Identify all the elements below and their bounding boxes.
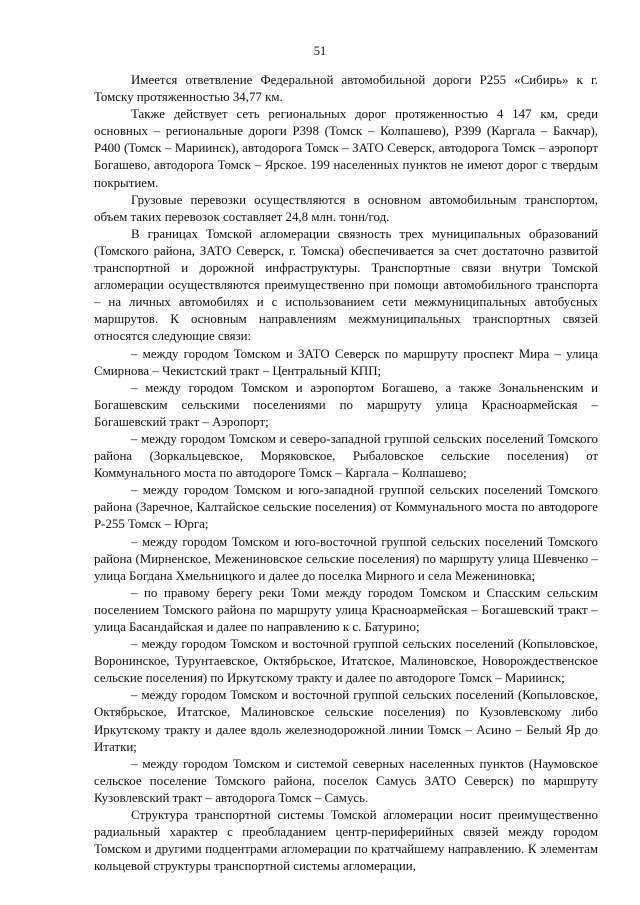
paragraph: Имеется ответвление Федеральной автомобильной дороги Р255 «Сибирь» к г. Томску протяженностью 34,77 км. — [94, 73, 598, 105]
list-item: – между городом Томском и юго-западной группой сельских поселений Томского района (Заречное, Калтайское сельские поселения) от Коммунального моста по автодороге Р-255 Томск – Юрга; — [94, 483, 598, 532]
paragraph: Также действует сеть региональных дорог протяженностью 4 147 км, среди основных – региональные дороги Р398 (Томск – Колпашево), Р399 (Каргала – Бакчар), Р400 (Томск – Мариинск), автодорога Томск – ЗАТО Северск, автодорога Томск – аэропорт Богашево, автодорога Томск – Ярское. 199 населенных пунктов не имеют дорог с твердым покрытием. — [94, 107, 598, 190]
list-item: – между городом Томском и системой северных населенных пунктов (Наумовское сельское поселение Томского района, поселок Самусь ЗАТО Северск) по маршруту Кузовлевский тракт – автодорога Томск – Самусь. — [94, 756, 598, 805]
list-item: – по правому берегу реки Томи между городом Томском и Спасским сельским поселением Томского района по маршруту улица Красноармейская – Богашевский тракт – улица Басандайская и далее по направлению к с. Батурино; — [94, 585, 598, 634]
list-item: – между городом Томском и северо-западной группой сельских поселений Томского района (Зоркальцевское, Моряковское, Рыбаловское сельские поселения) от Коммунального моста по автодороге Томск – Каргала – Колпашево; — [94, 431, 598, 481]
paragraph: Грузовые перевозки осуществляются в основном автомобильным транспортом, объем таких перевозок составляет 24,8 млн. тонн/год. — [94, 192, 598, 224]
list-item: – между городом Томском и восточной группой сельских поселений (Копыловское, Воронинское, Турунтаевское, Октябрьское, Итатское, Малиновское, Новорождественское сельские поселения) по Иркутскому тракту и далее по автодороге Томск – Мариинск; — [94, 637, 598, 686]
paragraph: Структура транспортной системы Томской агломерации носит преимущественно радиальный характер с преобладанием центр-периферийных связей между городом Томском и другими подцентрами агломерации по кратчайшему направлению. К элементам кольцевой структуры транспортной системы агломерации, — [94, 808, 598, 874]
list-item: – между городом Томском и ЗАТО Северск по маршруту проспект Мира – улица Смирнова – Чекистский тракт – Центральный КПП; — [94, 346, 598, 378]
page-number: 51 — [313, 44, 327, 58]
list-item: – между городом Томском и юго-восточной группой сельских поселений Томского района (Мирненское, Межениновское сельские поселения) по маршруту улица Шевченко – улица Богдана Хмельницкого и далее до поселка Мирного и села Межениновка; — [94, 534, 598, 583]
list-item: – между городом Томском и аэропортом Богашево, а также Зональненским и Богашевским сельскими поселениями по маршруту улица Красноармейская – Богашевский тракт – Аэропорт; — [94, 380, 598, 429]
list-item: – между городом Томском и восточной группой сельских поселений (Копыловское, Октябрьское, Итатское, Малиновское сельские поселения) по Кузовлевскому либо Иркутскому тракту и далее вдоль железнодорожной линии Томск – Асино – Белый Яр до Итатки; — [94, 688, 598, 754]
paragraph: В границах Томской агломерации связность трех муниципальных образований (Томского района, ЗАТО Северск, г. Томска) обеспечивается за счет достаточно развитой транспортной и дорожной инфраструктуры. Транспортные связи внутри Томской агломерации осуществляются преимущественно при помощи автомобильного транспорта – на личных автомобилях и с использованием сети межмуниципальных автобусных маршрутов. К основным направлениям межмуниципальных транспортных связей относятся следующие связи: — [94, 226, 598, 344]
body-text — [94, 72, 598, 875]
